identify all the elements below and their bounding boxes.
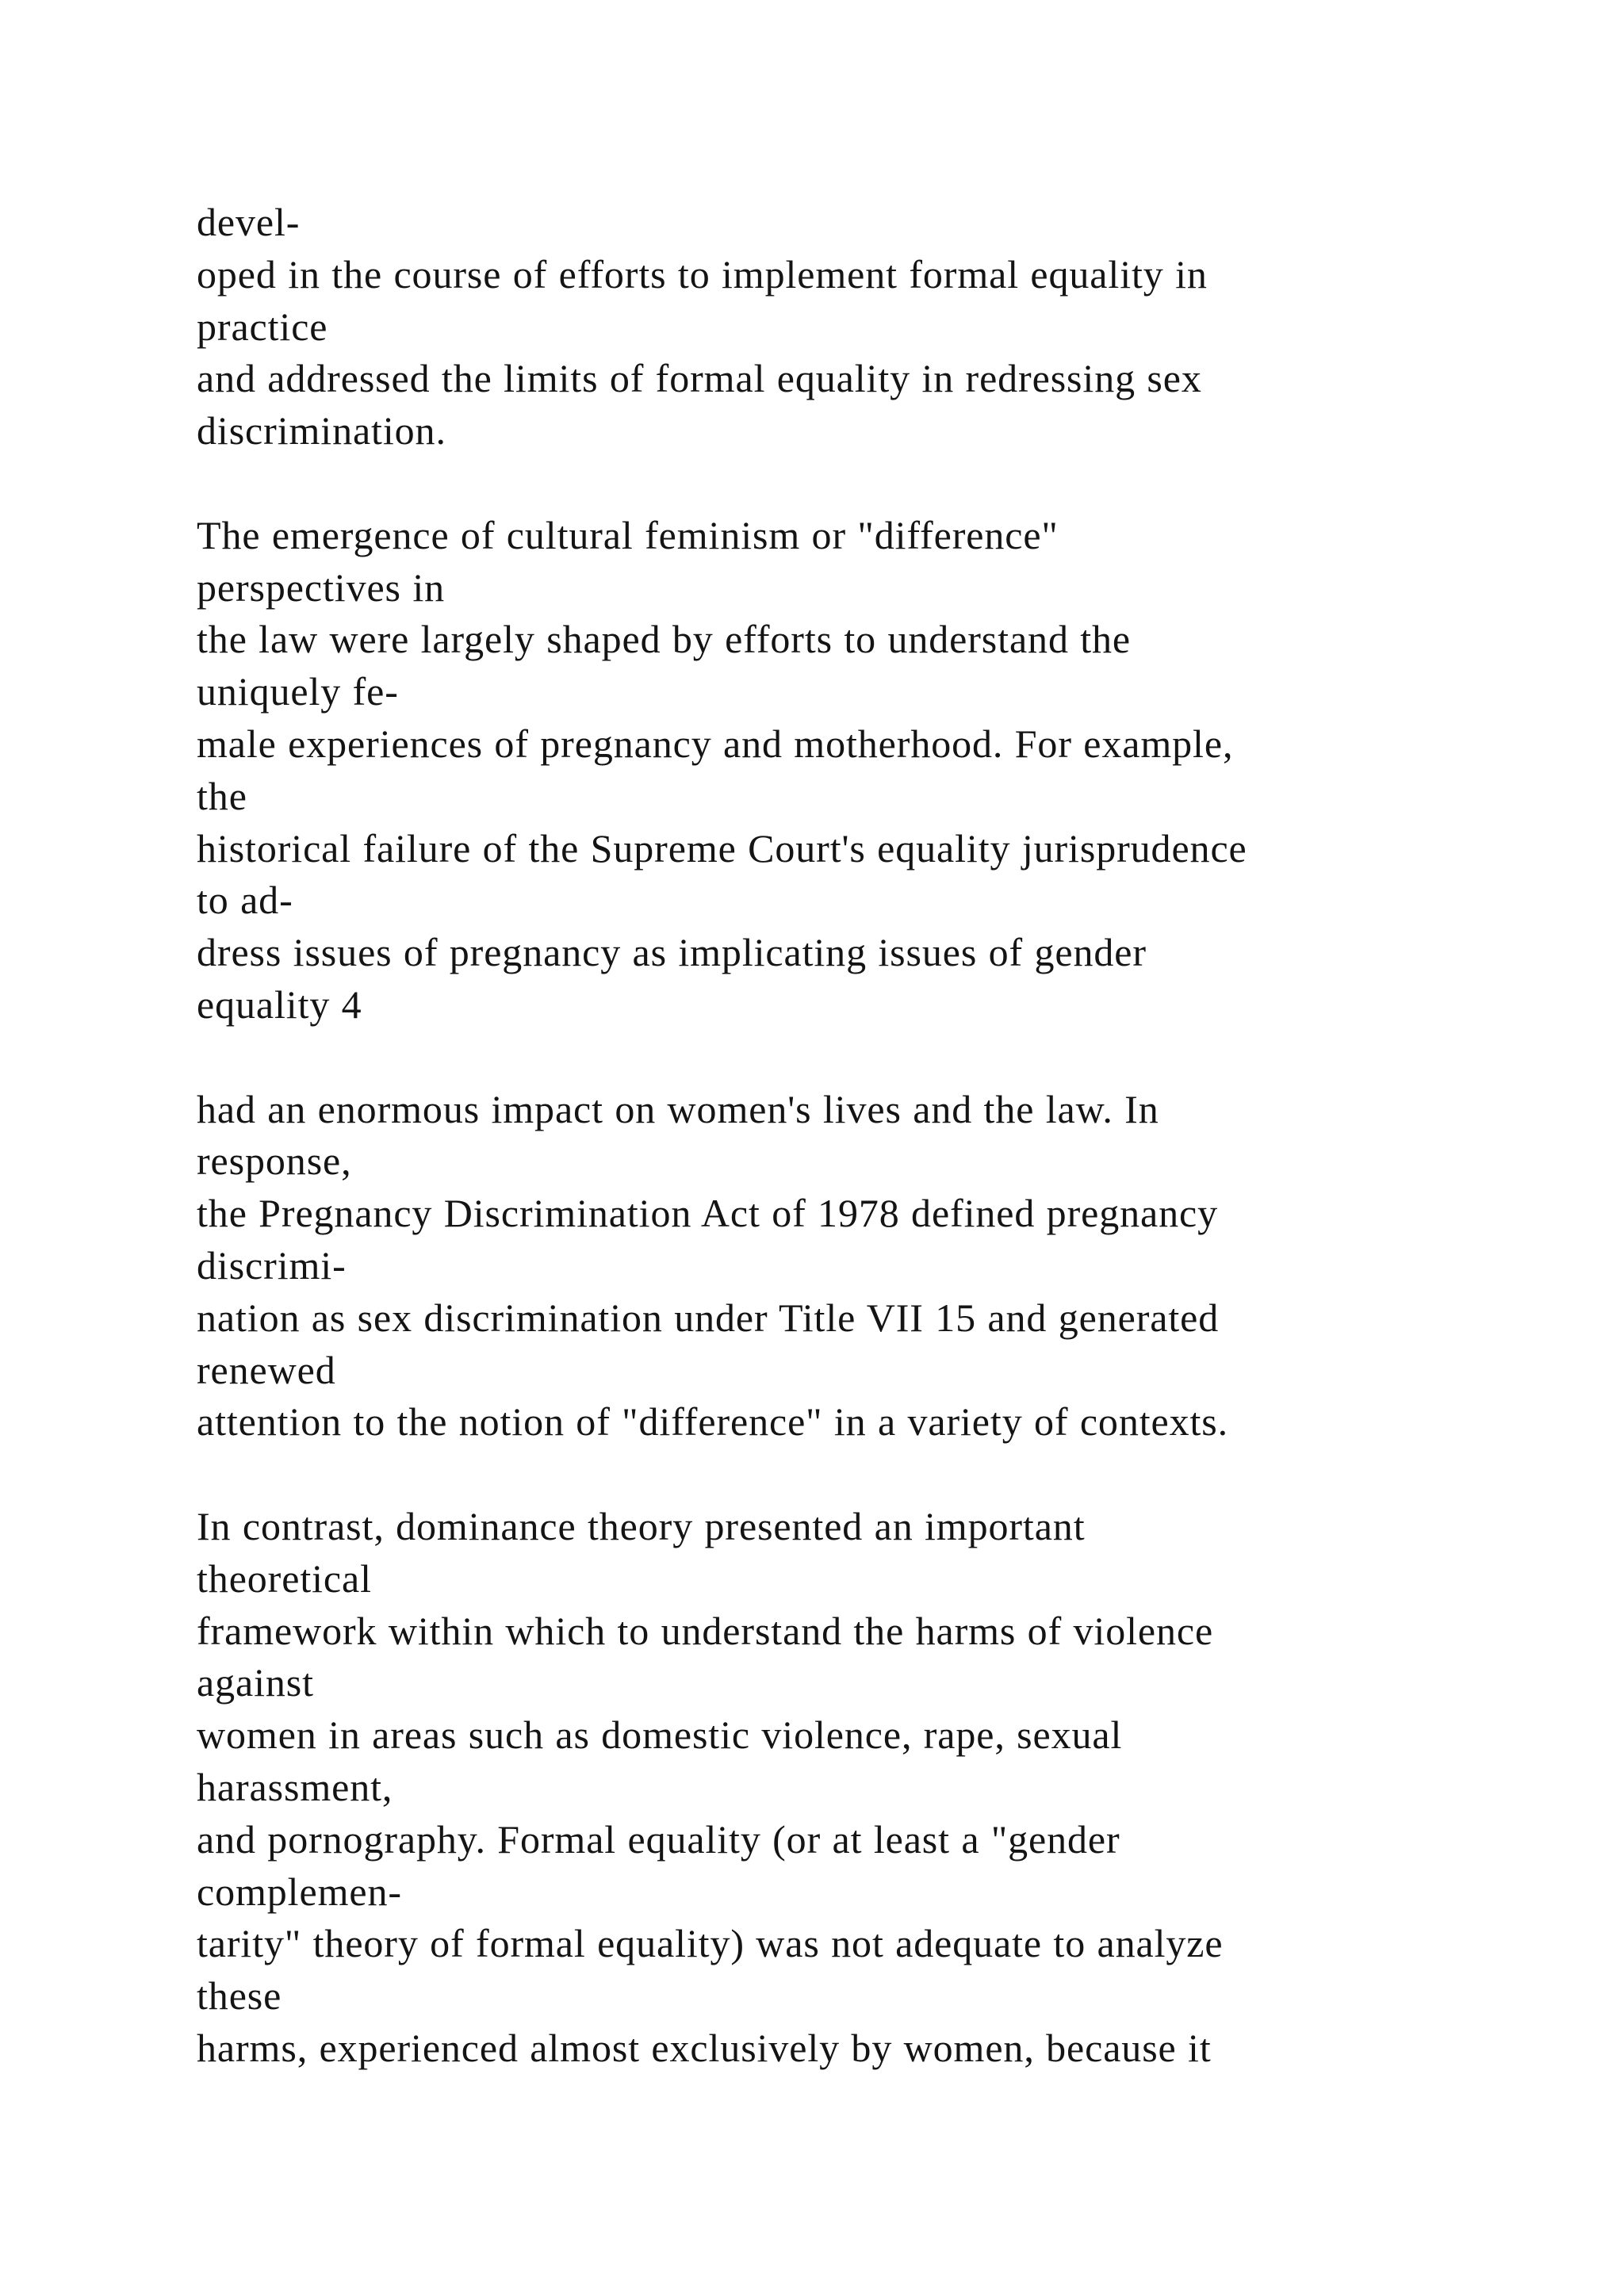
paragraph-gap xyxy=(197,457,1497,510)
text-line: equality 4 xyxy=(197,982,362,1027)
text-line: tarity" theory of formal equality) was not adequate to analyze xyxy=(197,1921,1224,1966)
text-line: The emergence of cultural feminism or "difference" xyxy=(197,512,1059,557)
text-line: had an enormous impact on women's lives and the law. In xyxy=(197,1086,1159,1131)
text-line: these xyxy=(197,1973,282,2019)
text-line: harms, experienced almost exclusively by women, because it xyxy=(197,2025,1212,2070)
text-line: theoretical xyxy=(197,1556,372,1601)
text-line: the xyxy=(197,773,247,818)
paragraph-gap xyxy=(197,1448,1497,1501)
text-line: practice xyxy=(197,304,328,349)
text-line: male experiences of pregnancy and motherhood. For example, xyxy=(197,721,1234,766)
text-line: response, xyxy=(197,1138,352,1184)
text-line: to ad- xyxy=(197,878,293,923)
paragraph-4 xyxy=(197,1501,1497,2075)
text-line: against xyxy=(197,1660,314,1705)
text-line: renewed xyxy=(197,1347,336,1392)
text-line: the law were largely shaped by efforts to understand the xyxy=(197,617,1132,662)
text-line: historical failure of the Supreme Court's equality jurisprudence xyxy=(197,825,1247,871)
text-line: and pornography. Formal equality (or at least a "gender xyxy=(197,1816,1120,1862)
text-line: women in areas such as domestic violence, rape, sexual xyxy=(197,1712,1123,1758)
paragraph-1 xyxy=(197,197,1497,457)
text-line: and addressed the limits of formal equality in redressing sex xyxy=(197,356,1202,401)
text-line: attention to the notion of "difference" in a variety of contexts. xyxy=(197,1399,1229,1445)
text-line: framework within which to understand the harms of violence xyxy=(197,1608,1214,1653)
text-line: harassment, xyxy=(197,1764,393,1809)
text-line: perspectives in xyxy=(197,564,446,610)
text-line: In contrast, dominance theory presented an important xyxy=(197,1503,1086,1548)
text-line: complemen- xyxy=(197,1869,402,1914)
document-text xyxy=(197,197,1497,2075)
text-line: dress issues of pregnancy as implicating issues of gender xyxy=(197,930,1147,975)
text-line: oped in the course of efforts to implement formal equality in xyxy=(197,251,1208,297)
text-line: discrimi- xyxy=(197,1242,347,1288)
text-line: discrimination. xyxy=(197,408,446,453)
paragraph-3 xyxy=(197,1084,1497,1449)
text-line: uniquely fe- xyxy=(197,669,399,714)
text-line: devel- xyxy=(197,200,301,244)
paragraph-2 xyxy=(197,510,1497,1031)
paragraph-gap xyxy=(197,1031,1497,1084)
text-line: nation as sex discrimination under Title VII 15 and generated xyxy=(197,1295,1220,1340)
text-line: the Pregnancy Discrimination Act of 1978 defined pregnancy xyxy=(197,1191,1219,1236)
